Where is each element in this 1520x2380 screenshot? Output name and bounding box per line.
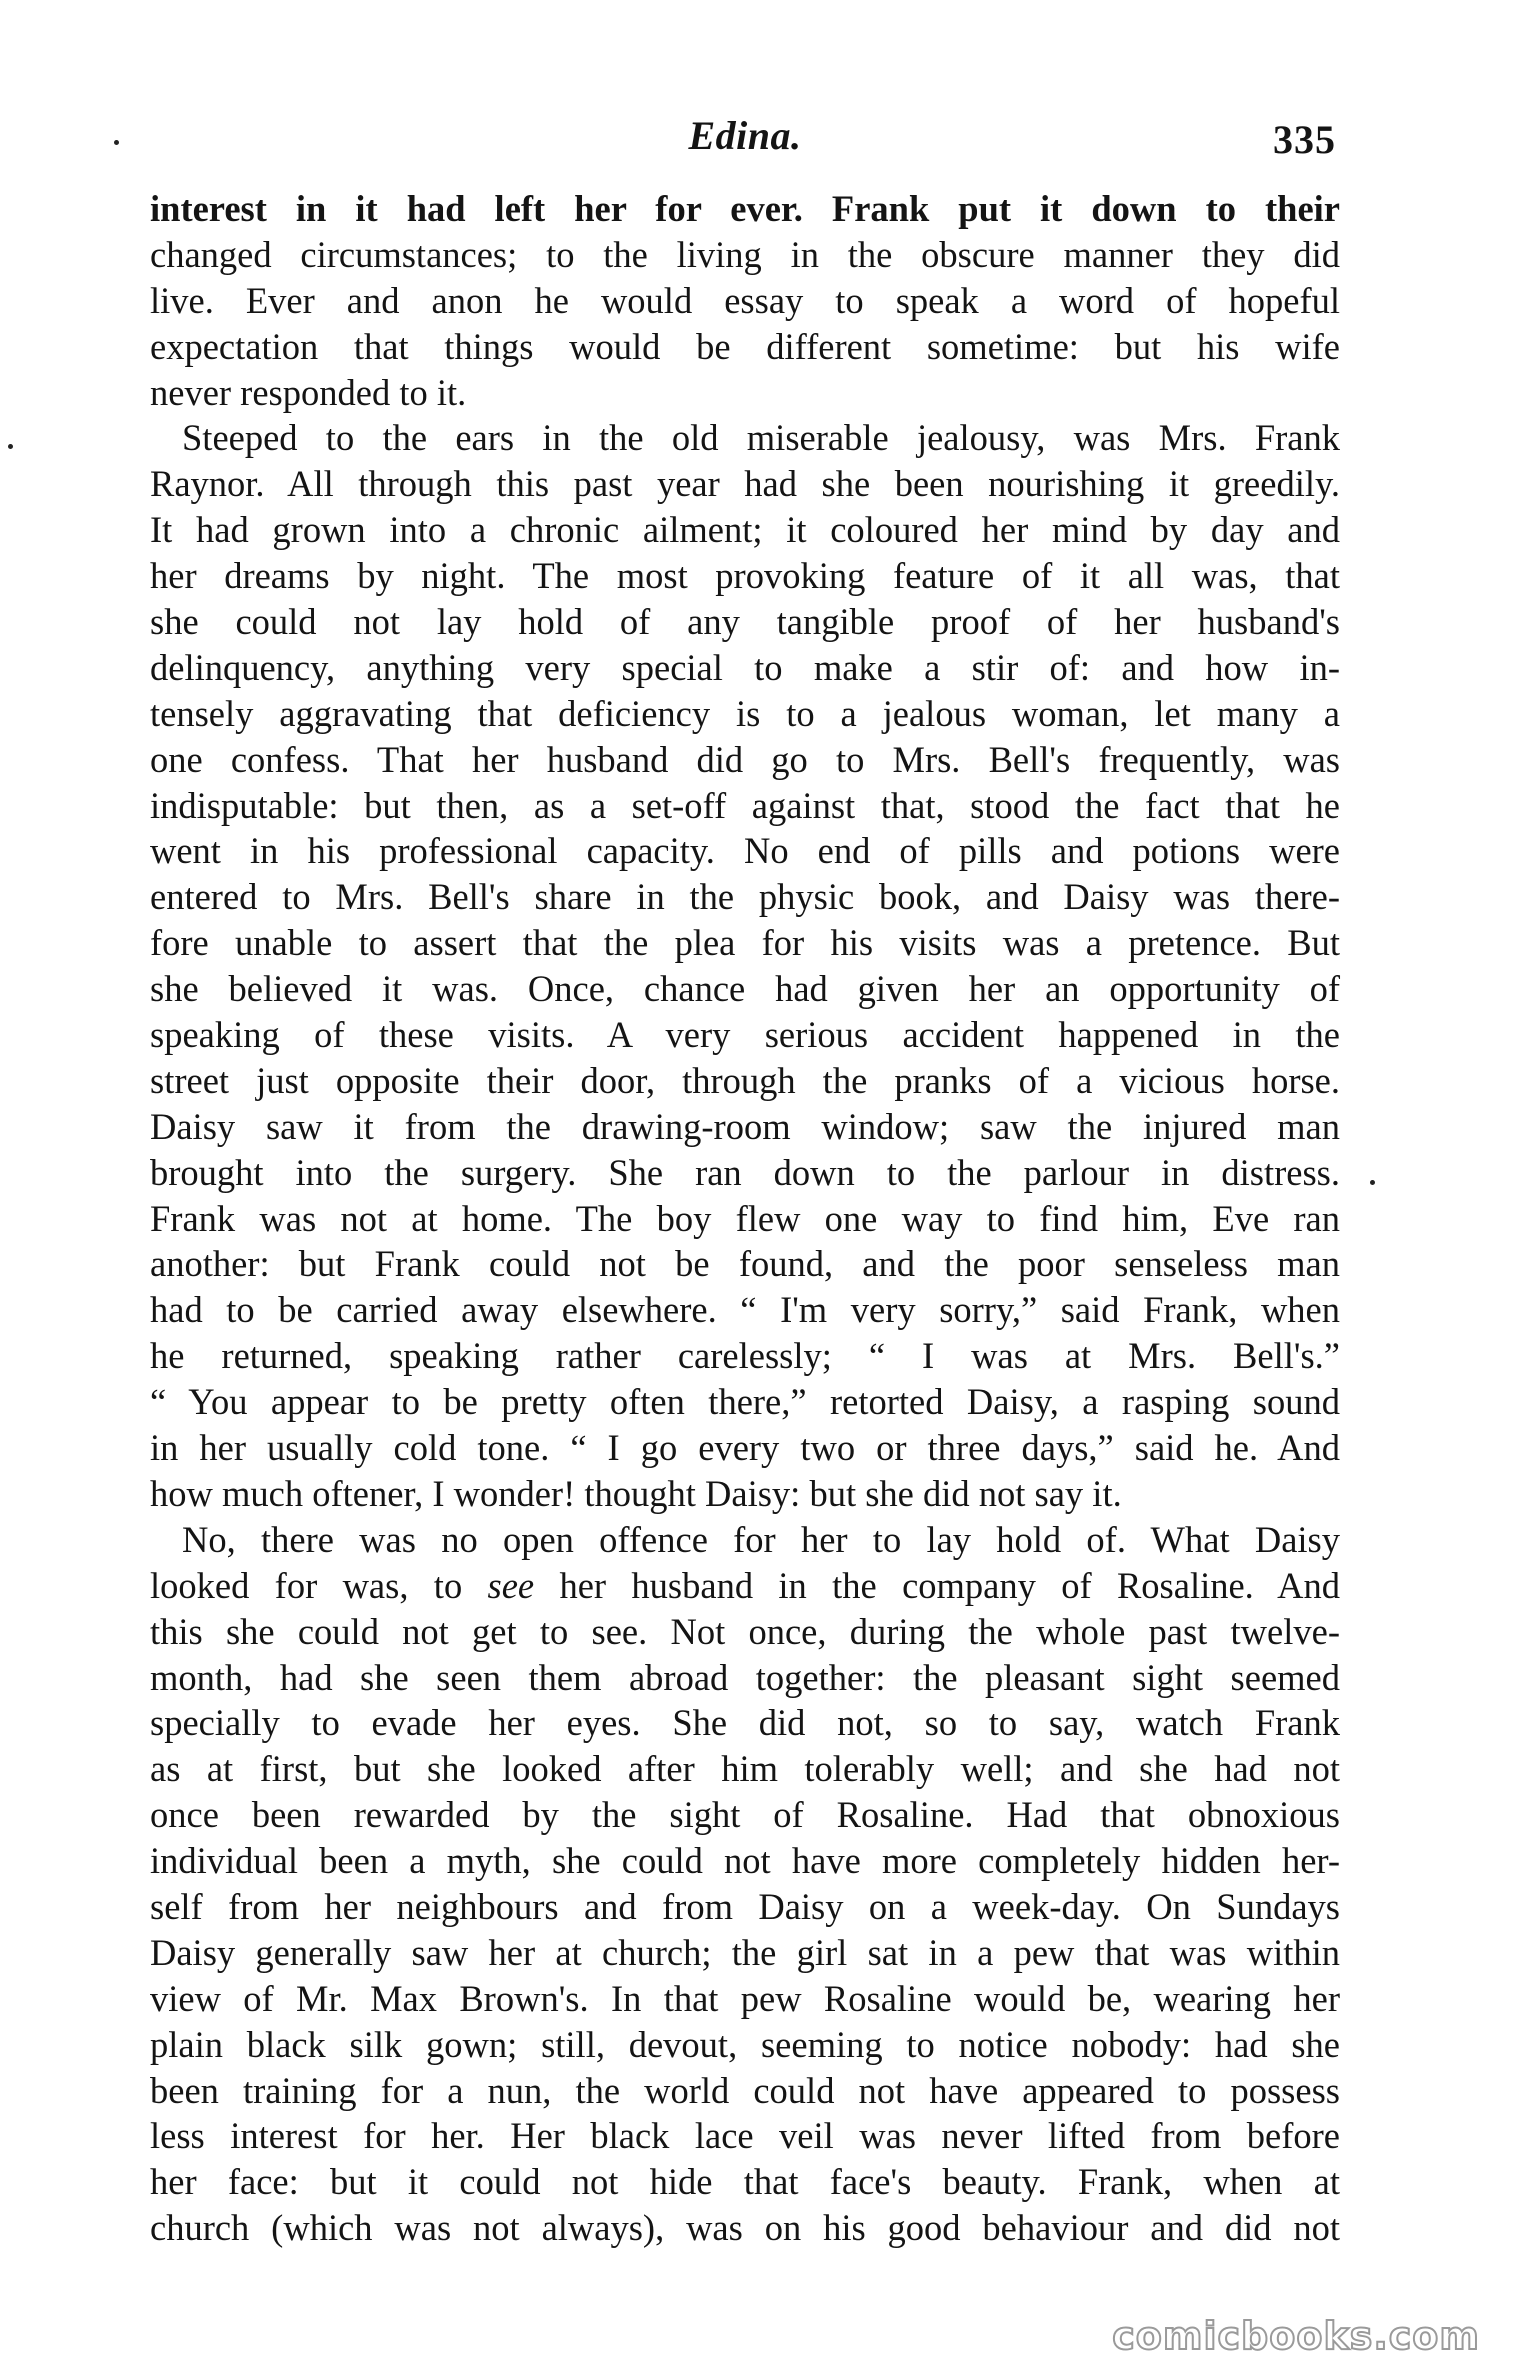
text-line: Frank was not at home. The boy flew one way to find him, Eve ran (150, 1197, 1340, 1239)
text-line: once been rewarded by the sight of Rosaline. Had that obnoxious (150, 1794, 1340, 1836)
text-line: less interest for her. Her black lace veil was never lifted from before (150, 2115, 1340, 2157)
text-line: her face: but it could not hide that face's beauty. Frank, when at (150, 2161, 1340, 2203)
text-line: church (which was not always), was on his good behaviour and did not (150, 2207, 1340, 2249)
text-line: live. Ever and anon he would essay to speak a word of hopeful (150, 279, 1340, 321)
text-line: had to be carried away elsewhere. “ I'm very sorry,” said Frank, when (150, 1289, 1340, 1331)
scan-speck (1370, 1180, 1375, 1185)
text-line: one confess. That her husband did go to Mrs. Bell's frequently, was (150, 738, 1340, 780)
text-line: as at first, but she looked after him tolerably well; and she had not (150, 1748, 1340, 1790)
text-line: individual been a myth, she could not have more completely hidden her- (150, 1840, 1340, 1882)
text-line: plain black silk gown; still, devout, seeming to notice nobody: had she (150, 2023, 1340, 2065)
page-number: 335 (1273, 117, 1336, 162)
running-title: Edina. (688, 113, 802, 158)
text-line: never responded to it. (150, 371, 467, 413)
body-text (150, 186, 1340, 2251)
text-line: Daisy saw it from the drawing-room window; saw the injured man (150, 1105, 1340, 1147)
text-line: she could not lay hold of any tangible proof of her husband's (150, 601, 1340, 643)
text-line: brought into the surgery. She ran down to the parlour in distress. (150, 1151, 1340, 1193)
text-line: her dreams by night. The most provoking feature of it all was, that (150, 555, 1340, 597)
text-line: Raynor. All through this past year had she been nourishing it greedily. (150, 463, 1340, 505)
text-line: fore unable to assert that the plea for his visits was a pretence. But (150, 922, 1340, 964)
text-line: delinquency, anything very special to make a stir of: and how in- (150, 646, 1340, 688)
text-line: month, had she seen them abroad together: the pleasant sight seemed (150, 1656, 1340, 1698)
text-line: been training for a nun, the world could not have appeared to possess (150, 2069, 1340, 2111)
text-line: how much oftener, I wonder! thought Daisy: but she did not say it. (150, 1472, 1122, 1514)
watermark-logo: comicbooks.com (1112, 2314, 1480, 2358)
lead-in-text: interest in it had left her for ever. Frank put it down to their (150, 188, 1340, 229)
text-line: changed circumstances; to the living in the obscure manner they did (150, 233, 1340, 275)
text-line: self from her neighbours and from Daisy on a week-day. On Sundays (150, 1885, 1340, 1927)
scan-speck (114, 140, 119, 145)
scan-speck (8, 444, 13, 449)
text-line: indisputable: but then, as a set-off against that, stood the fact that he (150, 784, 1340, 826)
text-line: expectation that things would be different sometime: but his wife (150, 325, 1340, 367)
text-line: It had grown into a chronic ailment; it coloured her mind by day and (150, 509, 1340, 551)
text-line: Daisy generally saw her at church; the girl sat in a pew that was within (150, 1931, 1340, 1973)
text-line: went in his professional capacity. No end of pills and potions were (150, 830, 1340, 872)
text-line: street just opposite their door, through the pranks of a vicious horse. (150, 1059, 1340, 1101)
text-line (150, 186, 1340, 232)
text-line: this she could not get to see. Not once, during the whole past twelve- (150, 1610, 1340, 1652)
running-head (150, 112, 1340, 172)
text-line: speaking of these visits. A very serious accident happened in the (150, 1014, 1340, 1056)
text-line: No, there was no open offence for her to lay hold of. What Daisy (182, 1518, 1340, 1560)
text-line: in her usually cold tone. “ I go every two or three days,” said he. And (150, 1427, 1340, 1469)
text-line: looked for was, to see her husband in the company of Rosaline. And (150, 1564, 1340, 1606)
emphasized-word: see (487, 1564, 535, 1606)
text-line: another: but Frank could not be found, and the poor senseless man (150, 1243, 1340, 1285)
text-line: Steeped to the ears in the old miserable jealousy, was Mrs. Frank (182, 417, 1340, 459)
text-line: she believed it was. Once, chance had given her an opportunity of (150, 968, 1340, 1010)
text-line: view of Mr. Max Brown's. In that pew Rosaline would be, wearing her (150, 1977, 1340, 2019)
text-line: specially to evade her eyes. She did not, so to say, watch Frank (150, 1702, 1340, 1744)
text-line: tensely aggravating that deficiency is to a jealous woman, let many a (150, 692, 1340, 734)
text-line: “ You appear to be pretty often there,” retorted Daisy, a rasping sound (150, 1381, 1340, 1423)
text-line: he returned, speaking rather carelessly; “ I was at Mrs. Bell's.” (150, 1335, 1340, 1377)
text-line: entered to Mrs. Bell's share in the physic book, and Daisy was there- (150, 876, 1340, 918)
